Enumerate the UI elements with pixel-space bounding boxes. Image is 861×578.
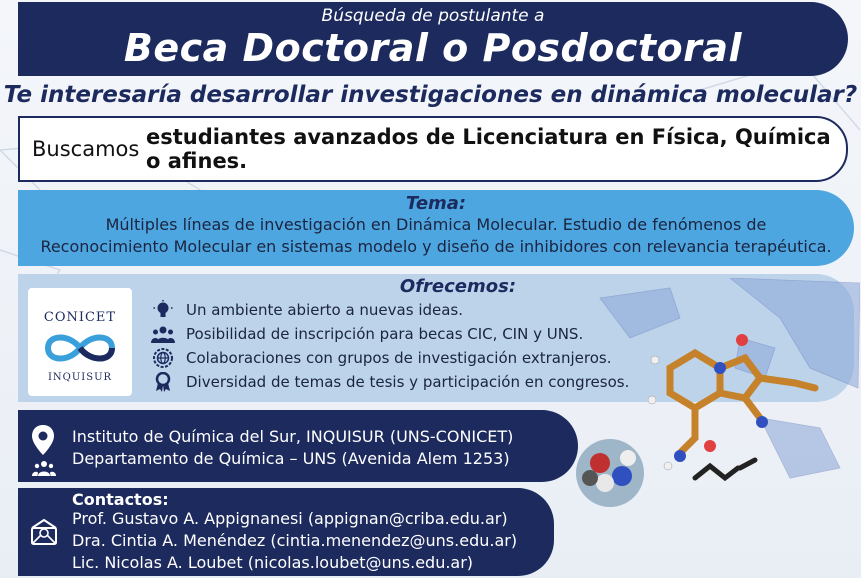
logo-top-text: CONICET [43,310,117,325]
seek-bold: estudiantes avanzados de Licenciatura en Física, Química o afines. [146,125,831,173]
globe-gear-icon [150,347,176,369]
list-item [150,346,629,370]
award-icon [150,371,176,393]
header-title: Beca Doctoral o Posdoctoral [123,26,743,70]
seek-box [18,116,848,182]
logo-bottom-text: INQUISUR [47,372,113,383]
contacts-title: Contactos: [72,490,169,509]
header-banner [18,2,848,76]
lightbulb-icon [150,299,176,321]
offer-text: Diversidad de temas de tesis y participación en congresos. [186,373,630,391]
ofrecemos-title: Ofrecemos: [399,276,517,297]
address-box [18,410,578,482]
contacts-box [18,488,554,576]
tema-line-2: Reconocimiento Molecular en sistemas modelo y diseño de inhibidores con relevancia terapéutica. [40,237,832,256]
address-line-2: Departamento de Química – UNS (Avenida Alem 1253) [72,449,510,468]
list-item [150,322,629,346]
list-item [150,370,629,394]
address-lines [72,426,513,470]
group-icon [150,323,176,345]
tema-line-1: Múltiples líneas de investigación en Dinámica Molecular. Estudio de fenómenos de [105,215,767,234]
offer-text: Posibilidad de inscripción para becas CIC, CIN y UNS. [186,325,584,343]
people-icon [32,460,56,480]
address-line-1: Instituto de Química del Sur, INQUISUR (UNS-CONICET) [72,427,514,446]
location-pin-icon [30,424,56,460]
molecule-illustration [560,278,860,518]
tema-box [18,190,854,266]
infinity-logo-icon [40,328,120,368]
header-subtitle: Búsqueda de postulante a [321,6,545,26]
offer-text: Colaboraciones con grupos de investigación extranjeros. [186,349,612,367]
seek-prefix: Buscamos [32,137,140,161]
offer-list [150,298,629,394]
question-heading: Te interesaría desarrollar investigaciones en dinámica molecular? [3,82,858,108]
offer-text: Un ambiente abierto a nuevas ideas. [186,301,464,319]
tema-body [18,214,854,258]
contact-item[interactable]: Lic. Nicolas A. Loubet (nicolas.loubet@uns.edu.ar) [72,553,474,572]
mail-icon [30,518,58,550]
list-item [150,298,629,322]
contact-item[interactable]: Prof. Gustavo A. Appignanesi (appignan@criba.edu.ar) [72,509,508,528]
tema-title: Tema: [405,193,467,214]
contacts-list [72,508,517,574]
contact-item[interactable]: Dra. Cintia A. Menéndez (cintia.menendez@uns.edu.ar) [72,531,518,550]
conicet-inquisur-logo [28,288,132,396]
